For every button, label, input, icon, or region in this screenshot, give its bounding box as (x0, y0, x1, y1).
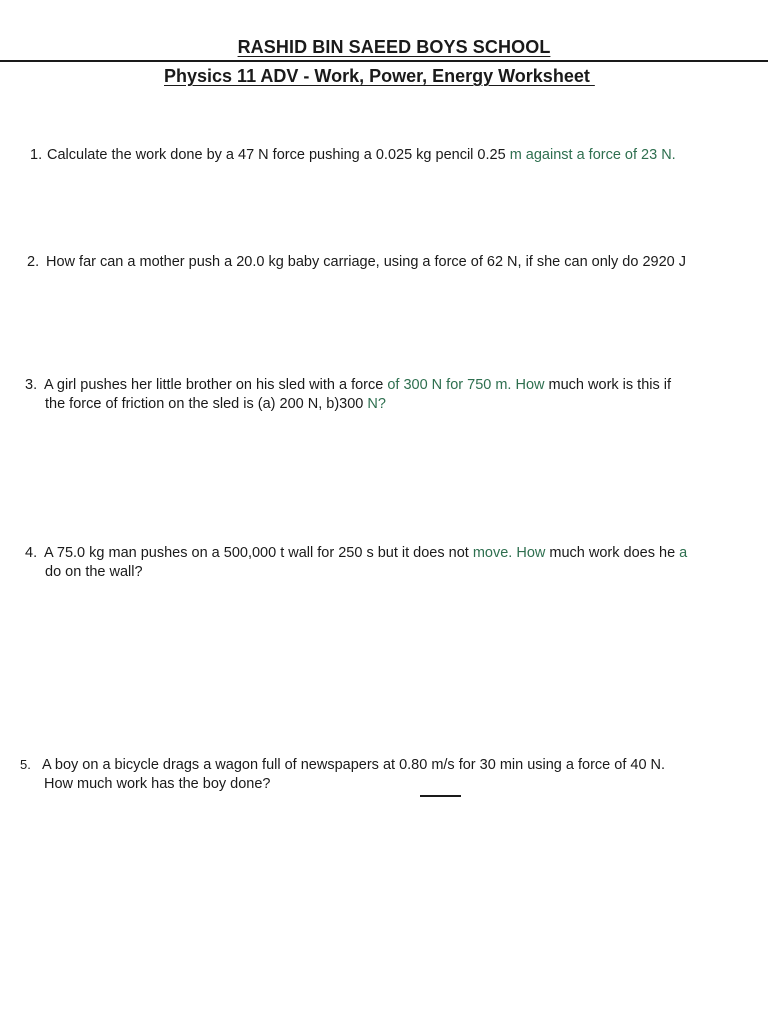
question-number: 1. (30, 147, 43, 163)
question-4 (25, 544, 688, 580)
school-name: RASHID BIN SAEED BOYS SCHOOL (237, 37, 551, 57)
question-text-part: Calculate the work done by a 47 N force pushing a 0.025 kg pencil 0.25 (47, 147, 510, 163)
question-text (44, 376, 671, 394)
question-text (44, 544, 687, 562)
question-text-line-2: How much work has the boy done? (44, 776, 271, 792)
question-text-part: a (679, 545, 688, 561)
question-2 (27, 253, 686, 271)
question-text-part: much work does he (545, 545, 680, 561)
question-text-part: m against a force of 23 N. (509, 147, 676, 163)
question-text-part: of 300 N for 750 m. How (387, 377, 545, 393)
question-3 (25, 376, 672, 412)
question-number: 5. (20, 757, 31, 772)
question-text-part: N? (367, 396, 386, 412)
question-text-line-2 (45, 395, 386, 413)
question-number: 4. (25, 545, 38, 561)
header-rule (0, 60, 768, 62)
question-text-line-2: do on the wall? (45, 564, 143, 580)
question-text-part: A 75.0 kg man pushes on a 500,000 t wall for 250 s but it does not (44, 545, 473, 561)
question-number: 2. (27, 254, 40, 270)
question-text-part: the force of friction on the sled is (a) 200 N, b)300 (45, 396, 368, 412)
question-5 (20, 756, 666, 792)
worksheet-title: Physics 11 ADV - Work, Power, Energy Worksheet (164, 66, 595, 86)
question-text: How far can a mother push a 20.0 kg baby carriage, using a force of 62 N, if she can only do 2920 J (46, 254, 686, 270)
question-text-part: move. How (472, 545, 546, 561)
question-text (47, 146, 676, 164)
question-text: A boy on a bicycle drags a wagon full of newspapers at 0.80 m/s for 30 min using a force of 40 N. (42, 757, 666, 773)
question-text-part: much work is this if (544, 377, 672, 393)
question-1 (30, 146, 676, 164)
answer-blank (420, 795, 461, 797)
question-text-part: A girl pushes her little brother on his sled with a force (44, 377, 388, 393)
question-number: 3. (25, 377, 38, 393)
